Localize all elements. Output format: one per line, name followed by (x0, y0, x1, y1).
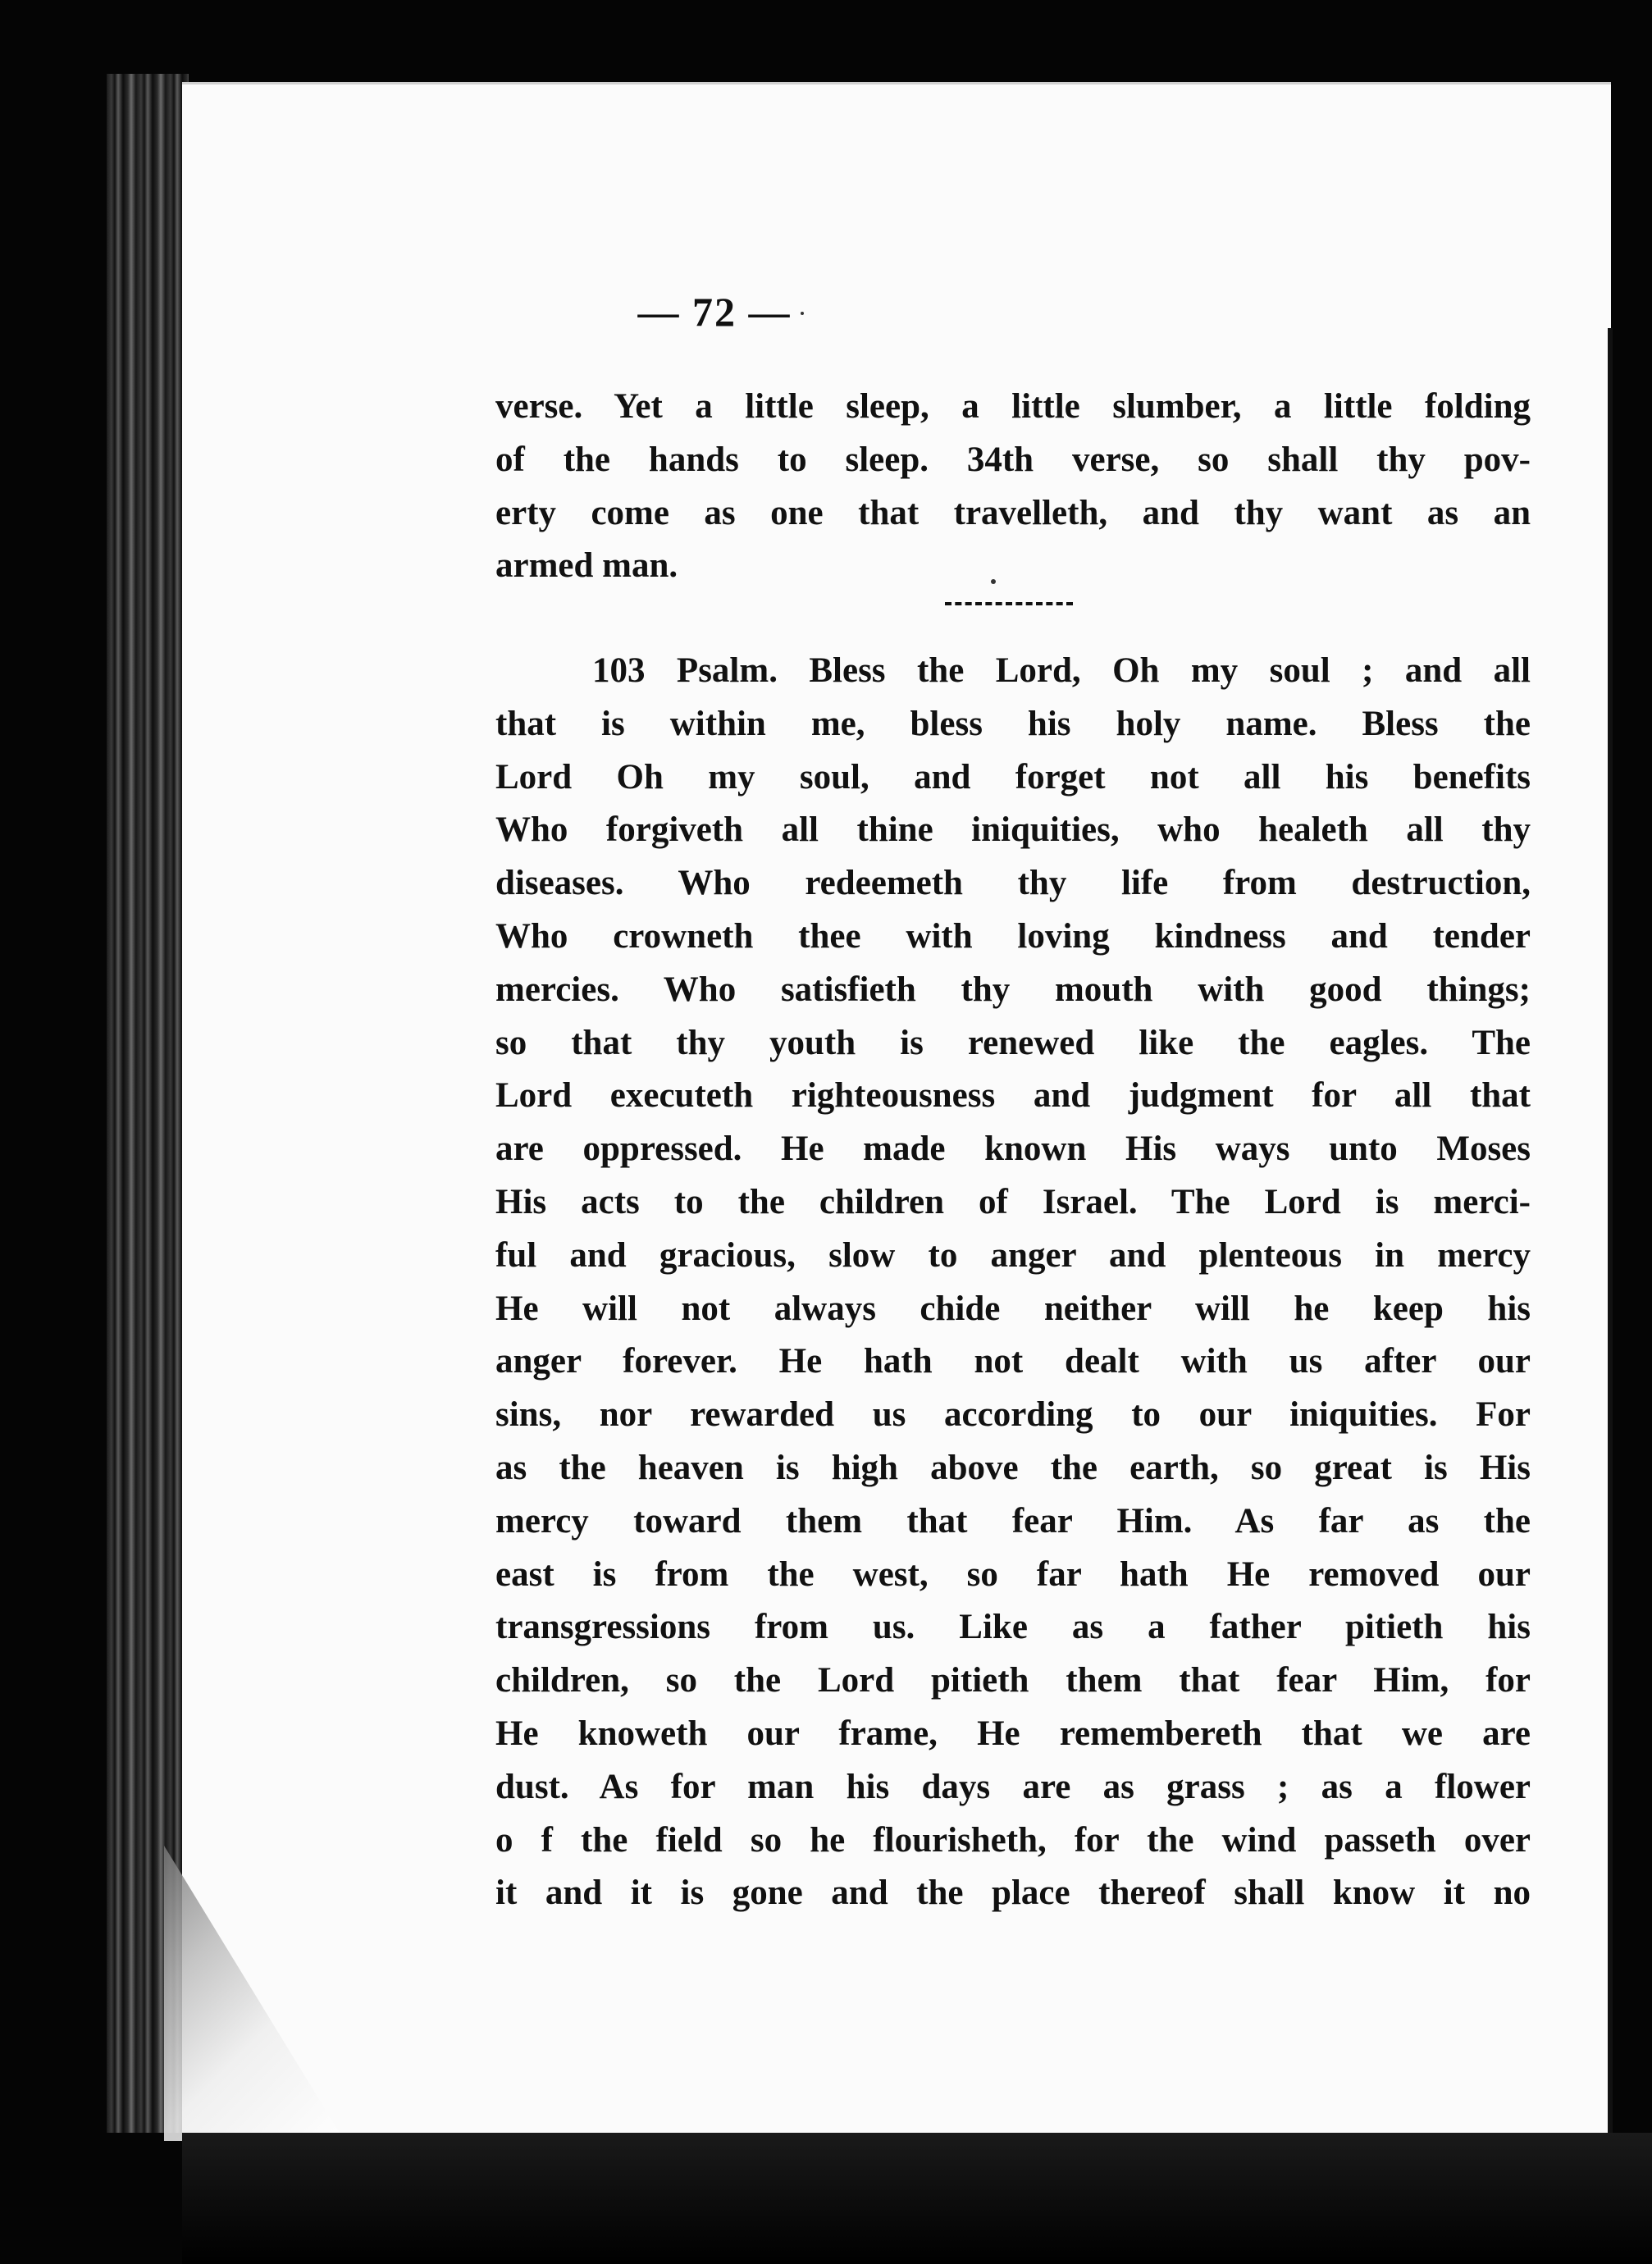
text-line: that is within me, bless his holy name. Bless the (495, 704, 1531, 743)
text-line: armed man. (495, 546, 678, 586)
section-divider (945, 602, 1073, 605)
page-edge (1608, 328, 1613, 2157)
text-line: 103 Psalm. Bless the Lord, Oh my soul ; and all (592, 651, 1531, 690)
text-line: as the heaven is high above the earth, so great is His (495, 1448, 1531, 1487)
text-line: Who crowneth thee with loving kindness and tender (495, 916, 1531, 956)
text-line: children, so the Lord pitieth them that fear Him, for (495, 1661, 1531, 1700)
text-line: of the hands to sleep. 34th verse, so shall thy pov- (495, 440, 1531, 479)
scan-speck (991, 579, 996, 584)
text-line: diseases. Who redeemeth thy life from destruction, (495, 864, 1531, 903)
text-line: erty come as one that travelleth, and thy want as an (495, 493, 1531, 532)
text-line: transgressions from us. Like as a father pitieth his (495, 1608, 1531, 1647)
scan-speck (801, 312, 804, 315)
text-line: His acts to the children of Israel. The Lord is merci- (495, 1182, 1531, 1221)
text-line: east is from the west, so far hath He removed our (495, 1554, 1531, 1594)
page-number: — 72 — (637, 289, 792, 335)
psalm-paragraph (495, 645, 1531, 1920)
text-line: verse. Yet a little sleep, a little slumber, a little folding (495, 387, 1531, 426)
text-line: o f the field so he flourisheth, for the wind passeth over (495, 1820, 1531, 1860)
text-line: it and it is gone and the place thereof shall know it no (495, 1874, 1531, 1913)
text-line: dust. As for man his days are as grass ; as a flower (495, 1767, 1531, 1806)
text-line: sins, nor rewarded us according to our iniquities. For (495, 1395, 1531, 1435)
text-line: Lord Oh my soul, and forget not all his benefits (495, 757, 1531, 797)
scan-bottom-edge (182, 2133, 1652, 2264)
continued-paragraph (495, 381, 1531, 593)
book-binding (107, 74, 189, 2133)
text-line: are oppressed. He made known His ways unto Moses (495, 1130, 1531, 1169)
text-line: He knoweth our frame, He remembereth that we are (495, 1714, 1531, 1753)
text-line: so that thy youth is renewed like the eagles. The (495, 1023, 1531, 1062)
text-line: mercies. Who satisfieth thy mouth with good things; (495, 970, 1531, 1009)
text-line: He will not always chide neither will he keep his (495, 1289, 1531, 1328)
text-line: mercy toward them that fear Him. As far as the (495, 1501, 1531, 1541)
text-line: anger forever. He hath not dealt with us after our (495, 1342, 1531, 1381)
text-line: ful and gracious, slow to anger and plenteous in mercy (495, 1235, 1531, 1275)
text-line: Who forgiveth all thine iniquities, who healeth all thy (495, 810, 1531, 850)
text-line: Lord executeth righteousness and judgment for all that (495, 1076, 1531, 1116)
